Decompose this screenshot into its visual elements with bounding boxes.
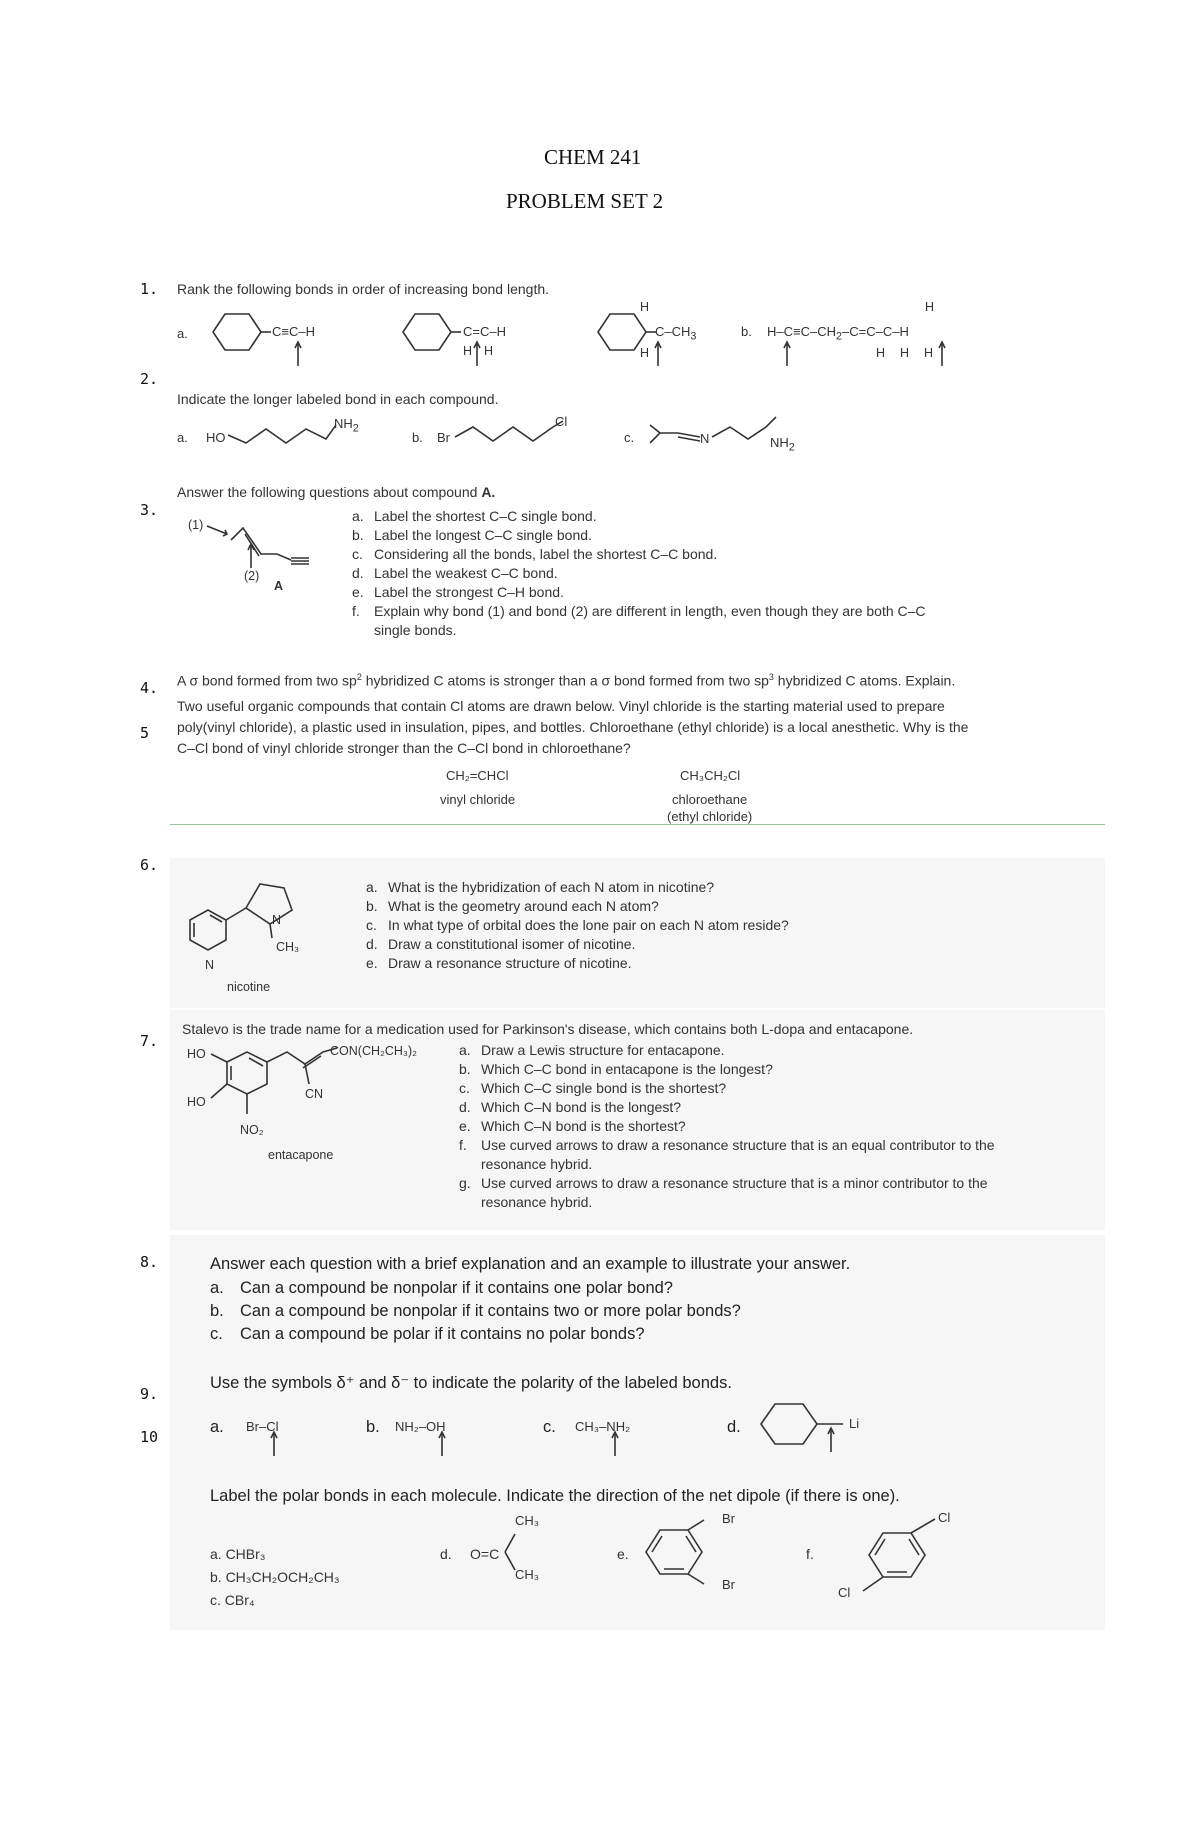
q3-list bbox=[352, 507, 926, 640]
q6-nicotine-structure bbox=[180, 870, 330, 980]
q2-b-cl: Cl bbox=[555, 414, 568, 429]
q5-line-2: poly(vinyl chloride), a plastic used in insulation, pipes, and bottles. Chloroethane (ethyl chloride) is a local anesthetic. Why is the bbox=[177, 719, 969, 735]
q8-item-b: b. Can a compound be nonpolar if it contains two or more polar bonds? bbox=[210, 1302, 741, 1320]
number-10: 10 bbox=[140, 1428, 159, 1446]
q1-b-label: b. bbox=[741, 324, 752, 339]
q10-c: c. CBr₄ bbox=[210, 1592, 255, 1608]
q10-e-br-top: Br bbox=[722, 1511, 735, 1526]
q2-b-label: b. bbox=[412, 430, 423, 445]
q6-pyridine-n: N bbox=[205, 958, 215, 972]
q1-a1-arrow bbox=[295, 340, 305, 370]
q10-d-ch3-bot: CH₃ bbox=[515, 1567, 540, 1582]
q6-nicotine-name: nicotine bbox=[227, 980, 271, 994]
q1-a3-c: C–CH bbox=[655, 324, 691, 339]
q1-a3-cyclohexane bbox=[590, 310, 660, 360]
q9-c-arrow bbox=[612, 1430, 622, 1460]
q10-d-o: O=C bbox=[470, 1546, 500, 1562]
q3-item-e: e. Label the strongest C–H bond. bbox=[352, 584, 564, 600]
q9-b-arrow bbox=[439, 1430, 449, 1460]
q1-b-sub: 2 bbox=[836, 330, 843, 343]
q10-f-cl-top: Cl bbox=[938, 1510, 951, 1525]
q9-b-formula: NH₂–OH bbox=[395, 1419, 446, 1434]
q3-prompt bbox=[177, 483, 495, 502]
q10-f-cl-bot: Cl bbox=[838, 1585, 851, 1600]
q6-item-e: e. Draw a resonance structure of nicotine. bbox=[366, 955, 632, 971]
q2-b-br: Br bbox=[437, 430, 450, 445]
q9-prompt: Use the symbols δ⁺ and δ⁻ to indicate the polarity of the labeled bonds. bbox=[210, 1374, 732, 1392]
q7-item-f-cont: resonance hybrid. bbox=[481, 1156, 593, 1172]
q3-label-2: (2) bbox=[244, 569, 260, 583]
q7-item-g-cont: resonance hybrid. bbox=[481, 1194, 593, 1210]
q2-a-nh2 bbox=[334, 416, 359, 435]
q2-a-nh: NH bbox=[334, 416, 353, 431]
number-9: 9. bbox=[140, 1385, 159, 1403]
q2-prompt: Indicate the longer labeled bond in each compound. bbox=[177, 391, 499, 407]
problem-set-title: PROBLEM SET 2 bbox=[506, 189, 664, 213]
q1-a1-formula: C≡C–H bbox=[272, 324, 315, 339]
number-2: 2. bbox=[140, 370, 159, 388]
q7-item-d: d. Which C–N bond is the longest? bbox=[459, 1099, 681, 1115]
q7-item-a: a. Draw a Lewis structure for entacapone. bbox=[459, 1042, 725, 1058]
q3-item-f-cont: single bonds. bbox=[374, 622, 457, 638]
q5-vinyl-formula: CH₂=CHCl bbox=[446, 768, 509, 783]
q1-a2-formula: C=C–H bbox=[463, 324, 506, 339]
q10-e-benzene bbox=[640, 1518, 720, 1588]
q5-chloroethane-alt: (ethyl chloride) bbox=[667, 809, 753, 824]
q6-item-c: c. In what type of orbital does the lone pair on each N atom reside? bbox=[366, 917, 789, 933]
q6-item-a: a. What is the hybridization of each N atom in nicotine? bbox=[366, 879, 715, 895]
q9-a-label: a. bbox=[210, 1418, 224, 1436]
q1-b-h-top: H bbox=[925, 300, 935, 314]
q7-ho-2: HO bbox=[187, 1095, 206, 1109]
q6-pyrrolidine-n: N bbox=[272, 913, 282, 927]
q7-intro: Stalevo is the trade name for a medication used for Parkinson's disease, which contains both L-dopa and entacapone. bbox=[182, 1021, 914, 1037]
q3-item-d: d. Label the weakest C–C bond. bbox=[352, 565, 558, 581]
q10-f-label: f. bbox=[806, 1546, 814, 1562]
q3-item-b: b. Label the longest C–C single bond. bbox=[352, 527, 592, 543]
q1-a3-h-top: H bbox=[640, 300, 650, 314]
q2-a-label: a. bbox=[177, 430, 188, 445]
q5-text bbox=[177, 696, 968, 759]
q10-prompt: Label the polar bonds in each molecule. Indicate the direction of the net dipole (if there is one). bbox=[210, 1487, 900, 1505]
q1-b-part1: H–C≡C–CH bbox=[767, 324, 836, 339]
q4-text: A σ bond formed from two $sp^2$ hybridized C atoms is stronger than a σ bond formed from two $sp^3$ hybridized C atoms. Explain. bbox=[177, 672, 956, 689]
q8-item-c: c. Can a compound be polar if it contains no polar bonds? bbox=[210, 1325, 645, 1343]
q8-item-a: a. Can a compound be nonpolar if it contains one polar bond? bbox=[210, 1279, 673, 1297]
number-6: 6. bbox=[140, 856, 159, 874]
number-3: 3. bbox=[140, 501, 159, 519]
q7-item-g: g. Use curved arrows to draw a resonance structure that is a minor contributor to the bbox=[459, 1175, 988, 1191]
q3-compound-a bbox=[205, 520, 335, 580]
q7-entacapone-name: entacapone bbox=[268, 1148, 334, 1162]
q3-label-1: (1) bbox=[188, 518, 204, 532]
q1-b-arrow2 bbox=[939, 340, 949, 370]
q6-item-d: d. Draw a constitutional isomer of nicotine. bbox=[366, 936, 636, 952]
q2-c-label: c. bbox=[624, 430, 635, 445]
q3-prompt-bold: A. bbox=[481, 484, 496, 500]
q2-a-chain bbox=[228, 415, 338, 455]
q3-prompt-text: Answer the following questions about compound bbox=[177, 484, 482, 500]
course-title: CHEM 241 bbox=[544, 145, 642, 169]
q6-ch3: CH₃ bbox=[276, 940, 300, 954]
number-7: 7. bbox=[140, 1032, 159, 1050]
q10-e-br-bot: Br bbox=[722, 1577, 735, 1592]
q7-item-f: f. Use curved arrows to draw a resonance structure that is an equal contributor to the bbox=[459, 1137, 995, 1153]
q1-a2-cyclohexene bbox=[395, 310, 465, 360]
number-5: 5 bbox=[140, 724, 150, 742]
q9-b-label: b. bbox=[366, 1418, 380, 1436]
q10-a: a. CHBr₃ bbox=[210, 1546, 266, 1562]
q7-cn: CN bbox=[305, 1087, 324, 1101]
q8-list bbox=[210, 1277, 741, 1346]
q9-a-arrow bbox=[271, 1430, 281, 1460]
q10-b: b. CH₃CH₂OCH₂CH₃ bbox=[210, 1569, 340, 1585]
q6-item-b: b. What is the geometry around each N atom? bbox=[366, 898, 659, 914]
q1-b-arrow1 bbox=[784, 340, 794, 370]
q1-b-part2: –C=C–C–H bbox=[842, 324, 909, 339]
q2-c-n: N bbox=[700, 431, 710, 446]
q3-item-c: c. Considering all the bonds, label the shortest C–C bond. bbox=[352, 546, 718, 562]
q8-prompt: Answer each question with a brief explanation and an example to illustrate your answer. bbox=[210, 1255, 851, 1273]
q10-d-ch3-top: CH₃ bbox=[515, 1513, 540, 1528]
q9-d-label: d. bbox=[727, 1418, 741, 1436]
q5-line-3: C–Cl bond of vinyl chloride stronger than the C–Cl bond in chloroethane? bbox=[177, 740, 631, 756]
q9-d-li: Li bbox=[849, 1416, 860, 1431]
number-4: 4. bbox=[140, 679, 159, 697]
q9-a-formula: Br–Cl bbox=[246, 1419, 279, 1434]
q5-chloroethane-formula: CH₃CH₂Cl bbox=[680, 768, 741, 783]
q7-item-c: c. Which C–C single bond is the shortest? bbox=[459, 1080, 727, 1096]
q2-c-chain bbox=[648, 415, 778, 460]
q9-d-cyclohexane bbox=[755, 1398, 855, 1458]
q1-b-h1: H bbox=[876, 346, 886, 360]
q2-a-sub: 2 bbox=[352, 422, 359, 435]
q7-ho-1: HO bbox=[187, 1047, 206, 1061]
q2-c-nh: NH bbox=[770, 435, 789, 450]
q9-c-formula: CH₃–NH₂ bbox=[575, 1419, 631, 1434]
q1-a-label: a. bbox=[177, 326, 188, 341]
q7-con: CON(CH₂CH₃)₂ bbox=[330, 1044, 418, 1058]
q1-a2-h2: H bbox=[484, 344, 494, 358]
q1-a3-arrow bbox=[655, 340, 665, 370]
q7-item-b: b. Which C–C bond in entacapone is the longest? bbox=[459, 1061, 773, 1077]
q1-b-h3: H bbox=[924, 346, 934, 360]
q3-item-a: a. Label the shortest C–C single bond. bbox=[352, 508, 597, 524]
q1-b-h2: H bbox=[900, 346, 910, 360]
number-1: 1. bbox=[140, 280, 159, 298]
q1-a2-arrow bbox=[474, 340, 484, 370]
q9-c-label: c. bbox=[543, 1418, 556, 1436]
q10-f-benzene bbox=[855, 1515, 965, 1605]
q5-chloroethane-name: chloroethane bbox=[672, 792, 748, 807]
q1-a2-h: H bbox=[463, 344, 473, 358]
q2-c-nh2 bbox=[770, 435, 795, 454]
q2-c-sub: 2 bbox=[788, 441, 795, 454]
q5-vinyl-name: vinyl chloride bbox=[440, 792, 516, 807]
q7-no2: NO₂ bbox=[240, 1123, 264, 1137]
divider bbox=[170, 824, 1105, 825]
q2-b-chain bbox=[455, 414, 568, 455]
q7-list bbox=[459, 1041, 995, 1212]
q2-a-ho: HO bbox=[206, 430, 226, 445]
q10-d-label: d. bbox=[440, 1546, 452, 1562]
q6-list bbox=[366, 878, 789, 973]
q1-a3-h-bot: H bbox=[640, 346, 650, 360]
number-8: 8. bbox=[140, 1253, 159, 1271]
q1-a1-cyclohexane bbox=[205, 310, 275, 370]
q1-prompt: Rank the following bonds in order of increasing bond length. bbox=[177, 281, 550, 297]
q3-item-f: f. Explain why bond (1) and bond (2) are different in length, even though they are both C–C bbox=[352, 603, 926, 619]
q3-label-a: A bbox=[274, 579, 284, 593]
q1-a3-sub: 3 bbox=[690, 330, 697, 343]
q10-e-label: e. bbox=[617, 1546, 629, 1562]
q5-line-1: Two useful organic compounds that contain Cl atoms are drawn below. Vinyl chloride is the starting material used to prepare bbox=[177, 698, 945, 714]
q7-item-e: e. Which C–N bond is the shortest? bbox=[459, 1118, 686, 1134]
